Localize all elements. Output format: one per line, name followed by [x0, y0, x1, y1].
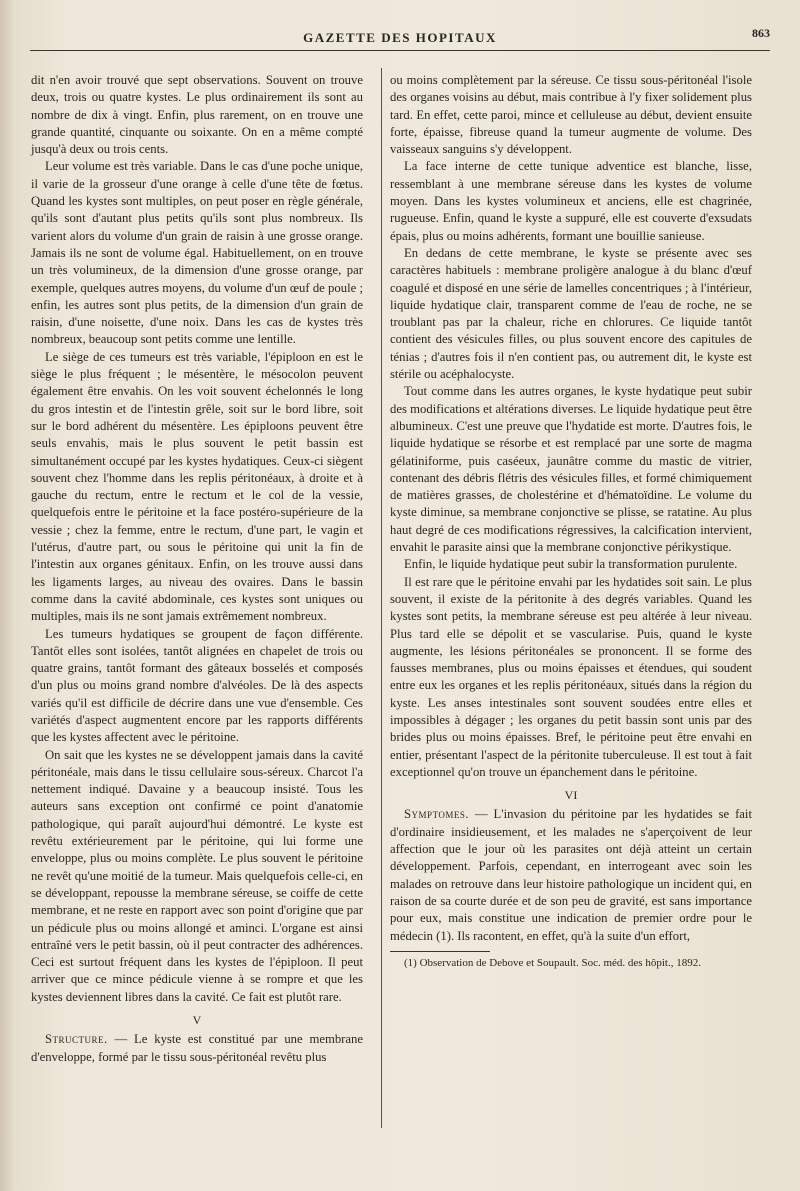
page-number: 863 [752, 26, 770, 40]
paragraph: Les tumeurs hydatiques se groupent de façon différente. Tantôt elles sont isolées, tantôt alignées en chapelet de trois ou quatre grains, tantôt formant des gâteaux bosselés et composés d'un plus ou moins grand nombre d'alvéoles. De là des aspects variés qu'il est difficile de décrire dans une vue d'ensemble. Ces variétés d'aspect augmentent encore par les rapports différents que les kystes affectent avec le péritoine. [31, 626, 363, 745]
footnote-rule [390, 951, 490, 952]
section-number: VI [564, 788, 578, 803]
right-column [390, 72, 752, 970]
section-heading: Symptomes. [404, 807, 470, 822]
paragraph: On sait que les kystes ne se développent jamais dans la cavité péritonéale, mais dans le tissu cellulaire sous-séreux. Charcot l'a nettement indiqué. Davaine y a beaucoup insisté. Tous les auteurs sans exception ont confirmé ce point d'anatomie pathologique, qui paraît aujourd'hui démontré. Le kyste est revêtu extérieurement par le péritoine, qui lui forme une enveloppe, plus ou moins complète. Le plus souvent le péritoine ne revêt qu'une moitié de la tumeur. Mais quelquefois celle-ci, en se développant, repousse la membrane séreuse, se coiffe de cette membrane, et ne reste en rapport avec son point d'origine que par un pédicule plus ou moins allongé et aminci. L'organe est ainsi entraîné vers le petit bassin, où il peut contracter des adhérences. Ceci est surtout fréquent dans les kystes de l'épiploon. Il peut arriver que ce mince pédicule vienne à se rompre et que les kystes deviennent libres dans la cavité. Ce fait est plutôt rare. [31, 747, 363, 1004]
paragraph [390, 806, 752, 944]
left-column [31, 72, 363, 1066]
paragraph: Il est rare que le péritoine envahi par les hydatides soit sain. Le plus souvent, il existe de la péritonite à des degrés variables. Quand les kystes sont petits, la membrane séreuse est peu altérée à leur niveau. Plus tard elle se dépolit et se vascularise. Puis, quand le kyste augmente, les lésions péritonéales se prononcent. Il se forme des fausses membranes, plus ou moins épaisses et étendues, qui soudent entre eux les organes et les replis péritonéaux, situés dans la région du kyste. Les anses intestinales sont souvent soudées entre elles et impossibles à dégager ; les organes du petit bassin sont unis par des brides plus ou moins épaisses. Bref, le péritoine peut être envahi en entier, présentant l'aspect de la péritonite tuberculeuse. Il est tout à fait exceptionnel qu'on trouve un épanchement dans le péritoine. [390, 574, 752, 779]
paragraph-text: — Le kyste est constitué par une membrane d'enveloppe, formé par le tissu sous-péritonéal revêtu plus [31, 1032, 363, 1064]
paragraph-text: — L'invasion du péritoine par les hydatides se fait d'ordinaire insidieusement, et les malades ne s'aperçoivent de leur affection que le jour où les parasites ont déjà atteint un certain développement. Parfois, cependant, en interrogeant avec soin les malades on retrouve dans leur histoire pathologique un incident qui, en raison de sa courte durée et de son peu de gravité, est sans importance pour eux, mais constitue une indication de premier ordre pour le médecin (1). Ils racontent, en effet, qu'à la suite d'un effort, [390, 807, 752, 943]
section-number: V [192, 1013, 202, 1028]
section-heading: Structure. [45, 1032, 108, 1047]
journal-title: GAZETTE DES HOPITAUX [303, 30, 497, 45]
footnote: (1) Observation de Debove et Soupault. Soc. méd. des hôpit., 1892. [404, 956, 701, 969]
page-header [30, 22, 770, 51]
paragraph: Tout comme dans les autres organes, le kyste hydatique peut subir des modifications et altérations diverses. Le liquide hydatique peut être albumineux. C'est une preuve que l'hydatide est morte. D'autres fois, le liquide hydatique se résorbe et est remplacé par une sorte de magma gélatiniforme, puis caséeux, jaunâtre comme du mastic de vitrier, contenant des débris flétris des vésicules filles, et formé chimiquement de matières grasses, de cholestérine et d'hématoïdine. Le volume du kyste diminue, sa membrane conjonctive se plisse, se ratatine. Au plus haut degré de ces modifications régressives, la calcification intervient, envahit le parasite ainsi que la membrane conjonctive périkystique. [390, 384, 752, 555]
paragraph: Le siège de ces tumeurs est très variable, l'épiploon en est le siège le plus fréquent ; le mésentère, le mésocolon peuvent également être envahis. On les voit souvent échelonnés le long du gros intestin et de l'intestin grêle, soit sur le bord libre, soit sur le bord adhérent du mésentère. Les épiploons peuvent être seuls envahis, mais le plus souvent le petit bassin est simultanément occupé par les kystes hydatiques. Ceux-ci siègent souvent chez l'homme dans les replis péritonéaux, à droite et à gauche du rectum, entre le rectum et le col de la vessie, quelquefois entre le péritoine et la face postéro-supérieure de la vessie ; chez la femme, entre le rectum, d'une part, le vagin et l'utérus, d'autre part, ou sous le péritoine qui unit la fin de l'intestin aux organes génitaux. Enfin, on les trouve aussi dans les ligaments larges, au niveau des ovaires. Dans le bassin comme dans la cavité abdominale, ces kystes sont uniques ou multiples, mais ils ne sont jamais extrêmement nombreux. [31, 349, 363, 624]
binding-shadow [0, 0, 14, 1191]
column-divider [381, 68, 382, 1128]
paragraph: ou moins complètement par la séreuse. Ce tissu sous-péritonéal l'isole des organes voisins au début, mais contribue à l'y fixer solidement plus tard. En effet, cette paroi, mince et celluleuse au début, devient ensuite forte, épaisse, fibreuse quand la tumeur augmente de volume. Des vaisseaux sanguins s'y développent. [390, 73, 752, 157]
paragraph: En dedans de cette membrane, le kyste se présente avec ses caractères habituels : membrane proligère analogue à du blanc d'œuf coagulé et disposé en une série de lamelles concentriques ; à l'intérieur, liquide hydatique clair, transparent comme de l'eau de roche, ne se troublant pas par la chaleur, riche en chlorures. Ce liquide tantôt contient des vésicules filles, ou plus souvent encore des capitules de ténias ; d'autres fois il n'en contient pas, ou autrement dit, le kyste est stérile ou acéphalocyste. [390, 245, 752, 382]
paragraph: Leur volume est très variable. Dans le cas d'une poche unique, il varie de la grosseur d'une orange à celle d'une tête de fœtus. Quand les kystes sont multiples, on peut poser en règle générale, qu'ils sont d'autant plus petits qu'ils sont plus nombreux. Ils varient alors du volume d'un grain de raisin à une grosse orange. Jamais ils ne sont de volume égal. Habituellement, on en trouve un très volumineux, de la dimension d'une grosse orange, par exemple, quelques autres moyens, du volume d'un œuf de poule ; enfin, les autres sont plus petits, de la dimension d'un grain de raisin, d'une noisette, d'une noix. Dans les cas de kystes très nombreux, beaucoup sont petits comme une lentille. [31, 159, 363, 347]
paragraph [31, 1031, 363, 1066]
paragraph: La face interne de cette tunique adventice est blanche, lisse, ressemblant à une membrane séreuse dans les kystes de volume moyen. Dans les kystes volumineux et anciens, elle est chagrinée, rugueuse. Enfin, quand le kyste a suppuré, elle est couverte d'exsudats épais, plus ou moins adhérents, formant une bouillie sanieuse. [390, 159, 752, 243]
paragraph: Enfin, le liquide hydatique peut subir la transformation purulente. [404, 557, 738, 572]
paragraph: dit n'en avoir trouvé que sept observations. Souvent on trouve deux, trois ou quatre kystes. Le plus ordinairement ils sont au nombre de dix à vingt. Enfin, plus rarement, on en trouve une grande quantité, cinquante ou soixante. On en a même compté jusqu'à deux ou trois cents. [31, 73, 363, 157]
